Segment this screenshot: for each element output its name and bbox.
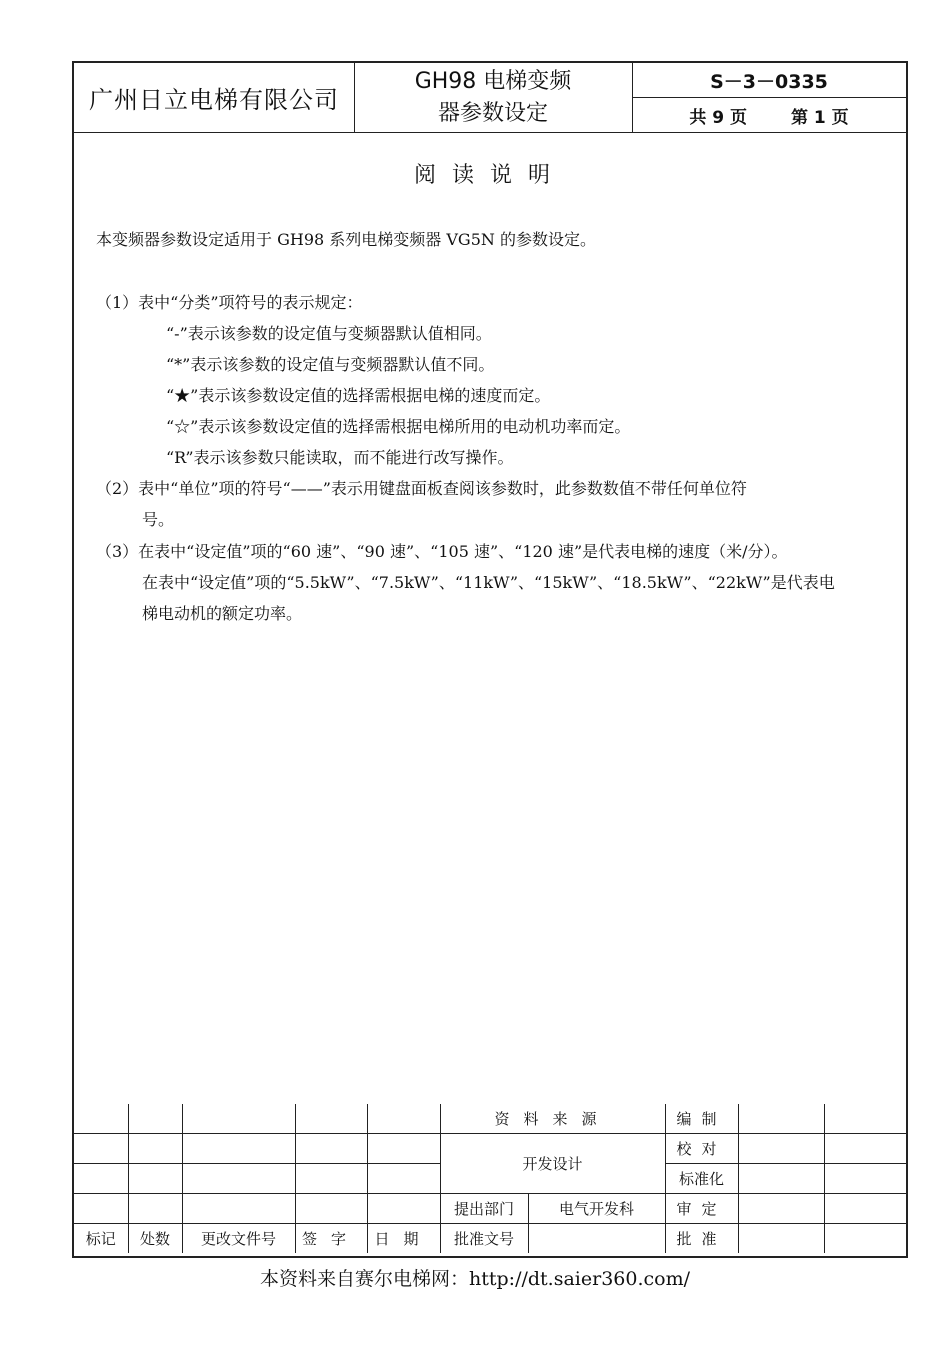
- revision-approval-table: [74, 1104, 906, 1253]
- note-2-line1: （2）表中“单位”项的符号“——”表示用键盘面板查阅该参数时，此参数数值不带任何单位符: [96, 479, 747, 498]
- standardize-label: 标准化: [665, 1164, 738, 1194]
- page-number: 第 1 页: [791, 107, 849, 128]
- page-info: [632, 98, 906, 132]
- note-1-solid-star: “★”表示该参数设定值的选择需根据电梯的速度而定。: [166, 386, 551, 405]
- compile-label: 编制: [665, 1104, 738, 1134]
- col-date: 日期: [367, 1224, 440, 1254]
- intro-paragraph: 本变频器参数设定适用于 GH98 系列电梯变频器 VG5N 的参数设定。: [96, 230, 596, 249]
- source-footnote: 本资料来自赛尔电梯网：http://dt.saier360.com/: [260, 1268, 690, 1290]
- note-1-dash: “-”表示该参数的设定值与变频器默认值相同。: [166, 324, 492, 343]
- review-label: 审定: [665, 1194, 738, 1224]
- approval-doc-label: 批准文号: [440, 1224, 528, 1254]
- note-1-asterisk: “*”表示该参数的设定值与变频器默认值不同。: [166, 355, 495, 374]
- col-count: 处数: [128, 1224, 182, 1254]
- document-header: [74, 63, 906, 133]
- col-change-doc: 更改文件号: [182, 1224, 295, 1254]
- document-frame: [72, 61, 908, 1258]
- document-title-line2: 器参数设定: [437, 100, 548, 126]
- document-title-line1: GH98 电梯变频: [414, 68, 572, 94]
- proofread-label: 校对: [665, 1134, 738, 1164]
- document-meta: [632, 63, 906, 132]
- col-mark: 标记: [74, 1224, 128, 1254]
- source-value: 开发设计: [440, 1134, 665, 1194]
- table-row: [74, 1134, 906, 1164]
- note-3-line2: 在表中“设定值”项的“5.5kW”、“7.5kW”、“11kW”、“15kW”、“18.5kW”、“22kW”是代表电: [142, 573, 835, 592]
- table-row: [74, 1104, 906, 1134]
- note-1-heading: （1）表中“分类”项符号的表示规定：: [96, 293, 363, 312]
- note-3-line3: 梯电动机的额定功率。: [142, 604, 303, 623]
- col-sign: 签字: [295, 1224, 367, 1254]
- total-pages: 共 9 页: [689, 107, 747, 128]
- table-row: [74, 1224, 906, 1254]
- dept-label: 提出部门: [440, 1194, 528, 1224]
- document-title: [354, 63, 633, 132]
- dept-value: 电气开发科: [528, 1194, 665, 1224]
- approve-label: 批准: [665, 1224, 738, 1254]
- company-name: 广州日立电梯有限公司: [74, 63, 355, 132]
- note-3-line1: （3）在表中“设定值”项的“60 速”、“90 速”、“105 速”、“120 速”是代表电梯的速度（米/分）。: [96, 542, 788, 561]
- document-number: S－3－0335: [632, 63, 906, 98]
- source-label: 资料来源: [440, 1104, 665, 1134]
- note-1-read-only: “R”表示该参数只能读取，而不能进行改写操作。: [166, 448, 514, 467]
- page-title: 阅读说明: [413, 163, 566, 188]
- note-2-line2: 号。: [142, 510, 175, 529]
- note-1-hollow-star: “☆”表示该参数设定值的选择需根据电梯所用的电动机功率而定。: [166, 417, 631, 436]
- table-row: [74, 1194, 906, 1224]
